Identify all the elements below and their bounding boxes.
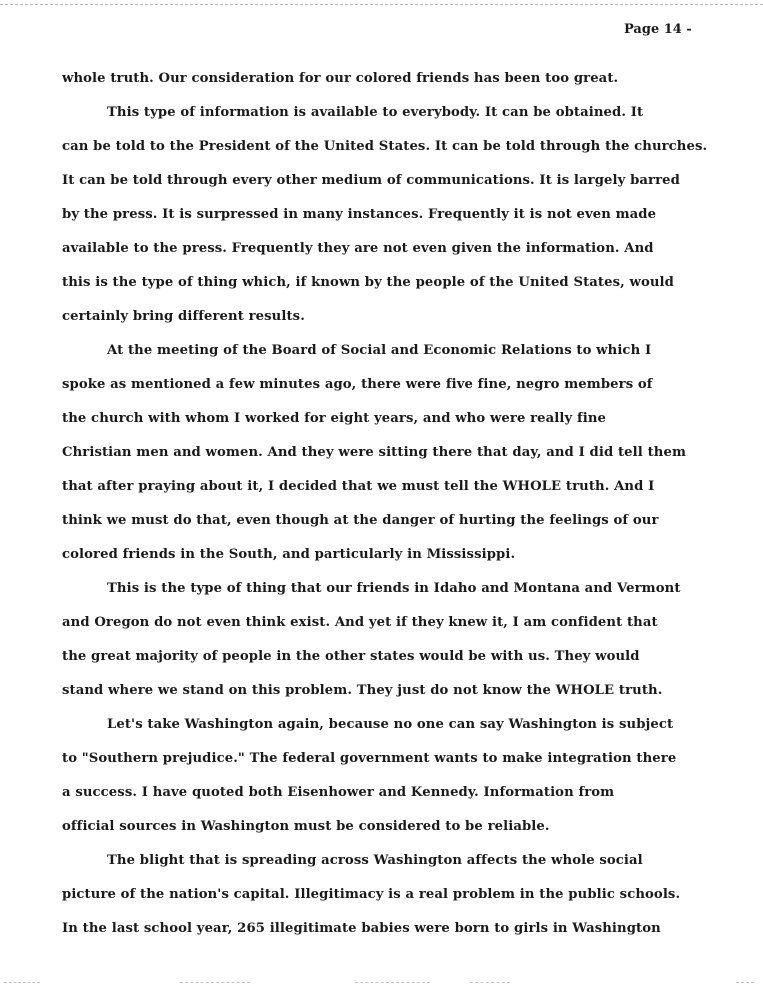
text-line: spoke as mentioned a few minutes ago, there were five fine, negro members of (62, 377, 653, 392)
paragraph-start-line: This type of information is available to everybody. It can be obtained. It (107, 105, 644, 120)
scan-mark (355, 982, 430, 983)
scan-mark (470, 982, 510, 983)
paragraph-start-line: The blight that is spreading across Washington affects the whole social (107, 853, 643, 868)
paragraph-start-line: This is the type of thing that our friends in Idaho and Montana and Vermont (107, 581, 681, 596)
scan-mark (736, 982, 754, 983)
text-line: It can be told through every other medium of communications. It is largely barred (62, 173, 680, 188)
text-line: Christian men and women. And they were sitting there that day, and I did tell them (62, 445, 686, 460)
paragraph-start-line: At the meeting of the Board of Social and Economic Relations to which I (107, 343, 652, 358)
text-line: that after praying about it, I decided that we must tell the WHOLE truth. And I (62, 479, 655, 494)
text-line: to "Southern prejudice." The federal government wants to make integration there (62, 751, 677, 766)
text-line: by the press. It is surpressed in many instances. Frequently it is not even made (62, 207, 657, 222)
text-line: a success. I have quoted both Eisenhower and Kennedy. Information from (62, 785, 615, 800)
text-line: certainly bring different results. (62, 309, 305, 324)
top-edge-rule (0, 4, 763, 5)
text-line: official sources in Washington must be considered to be reliable. (62, 819, 550, 834)
paragraph-start-line: Let's take Washington again, because no one can say Washington is subject (107, 717, 674, 732)
scan-mark (180, 982, 250, 983)
text-line: can be told to the President of the United States. It can be told through the churches. (62, 139, 708, 154)
text-line: the great majority of people in the other states would be with us. They would (62, 649, 640, 664)
text-line: picture of the nation's capital. Illegitimacy is a real problem in the public schools. (62, 887, 681, 902)
text-line: whole truth. Our consideration for our colored friends has been too great. (62, 71, 619, 86)
text-line: the church with whom I worked for eight years, and who were really fine (62, 411, 607, 426)
page-number: Page 14 - (624, 22, 692, 37)
text-line: colored friends in the South, and particularly in Mississippi. (62, 547, 516, 562)
text-line: this is the type of thing which, if known by the people of the United States, would (62, 275, 674, 290)
text-line: stand where we stand on this problem. They just do not know the WHOLE truth. (62, 683, 663, 698)
bottom-edge-marks (0, 982, 763, 988)
document-body (62, 68, 742, 952)
text-line: think we must do that, even though at the danger of hurting the feelings of our (62, 513, 659, 528)
text-line: and Oregon do not even think exist. And yet if they knew it, I am confident that (62, 615, 658, 630)
scan-mark (4, 982, 40, 983)
text-line: In the last school year, 265 illegitimate babies were born to girls in Washington (62, 921, 661, 936)
text-line: available to the press. Frequently they are not even given the information. And (62, 241, 654, 256)
